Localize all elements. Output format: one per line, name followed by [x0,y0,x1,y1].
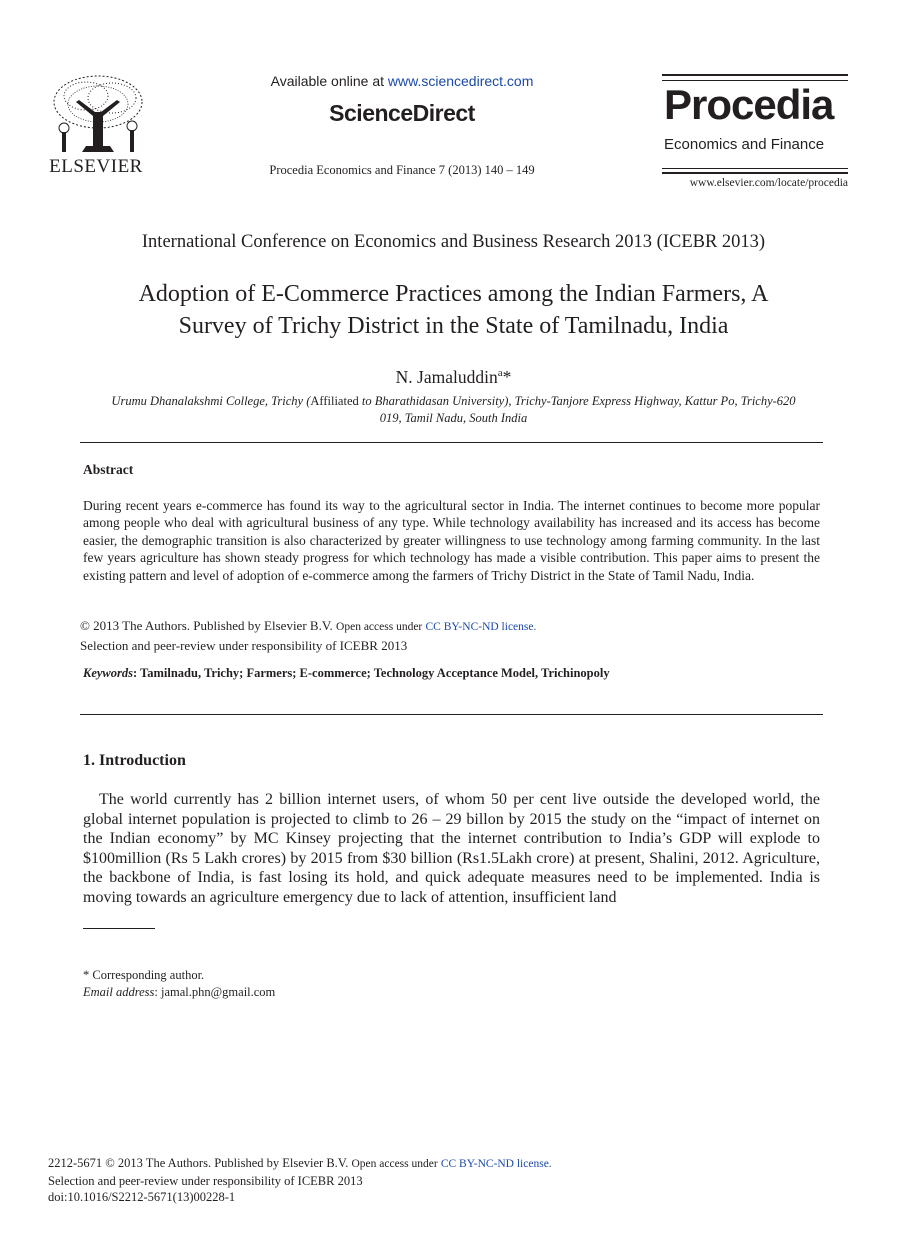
footer-copyright: 2212-5671 © 2013 The Authors. Published by Elsevier B.V. Open access under CC BY-NC-ND license. [48,1156,552,1170]
introduction-body: The world currently has 2 billion internet users, of whom 50 per cent live outside the developed world, the global internet population is projected to climb to 26 – 29 billon by 2015 the study on the “impact of internet on the Indian economy” by MC Kinsey projecting that the internet contribution to India’s GDP will explode to $100million (Rs 5 Lakh crores) by 2015 from $30 billion (Rs1.5Lakh crore) at present, Shalini, 2012. Agriculture, the backbone of India, is fast losing its hold, and quick adequate measures need to be implemented. India is moving towards an agriculture emergency due to lack of attention, insufficient land [83,791,820,906]
affiliation [80,393,827,427]
copyright-notice [80,617,820,654]
license-link[interactable]: CC BY-NC-ND license. [425,621,537,633]
title-line-1: Adoption of E-Commerce Practices among the Indian Farmers, A [138,281,769,307]
tree-icon [46,72,150,158]
footer-doi: doi:10.1016/S2212-5671(13)00228-1 [48,1190,236,1204]
abstract-body: During recent years e-commerce has found its way to the agricultural sector in India. The internet continues to become more popular among people who deal with agricultural business of any type. While technology availability has increased and its access has become easier, the demographic transition is also characterized by greater willingness to use technology among farming community. In the last few years agriculture has shown steady progress for which technology has made a visible contribution. This paper aims to present the existing pattern and level of adoption of e-commerce among the farmers of Trichy District in the State of Tamil Nadu, India. [83,498,820,583]
sciencedirect-link[interactable]: www.sciencedirect.com [387,73,534,89]
procedia-subtitle: Economics and Finance [664,136,825,153]
author-affiliation-mark: a [497,367,503,380]
keywords-value: : Tamilnadu, Trichy; Farmers; E-commerce; Technology Acceptance Model, Trichinopoly [133,666,610,680]
divider [80,442,823,443]
section-heading-introduction: 1. Introduction [83,752,186,769]
procedia-url-link[interactable]: www.elsevier.com/locate/procedia [689,177,848,189]
divider [662,172,848,174]
abstract-heading: Abstract [83,462,134,477]
footer-license-link[interactable]: CC BY-NC-ND license. [440,1158,552,1170]
corresponding-mark: * [502,367,512,387]
author [40,367,867,388]
email-note [83,985,275,1000]
keywords [83,666,823,681]
footer-peer-review: Selection and peer-review under responsibility of ICEBR 2013 [48,1173,363,1188]
procedia-logo [662,74,848,192]
procedia-name: Procedia [664,81,834,128]
copyright-line: © 2013 The Authors. Published by Elsevier B.V. Open access under CC BY-NC-ND license. [80,618,537,633]
conference-name: International Conference on Economics and Business Research 2013 (ICEBR 2013) [141,232,766,252]
divider [80,714,823,715]
footnote-divider [83,928,155,929]
divider [662,168,848,169]
author-name: N. Jamaluddin [395,367,498,387]
affiliation-line-2: 019, Tamil Nadu, South India [379,411,528,425]
title-line-2: Survey of Trichy District in the State of Tamilnadu, India [178,313,729,339]
affiliation-line-1: Urumu Dhanalakshmi College, Trichy (Affiliated to Bharathidasan University), Trichy-Tanjore Express Highway, Kattur Po, Trichy-620 [111,394,796,408]
divider [662,74,848,76]
email-value: : jamal.phn@gmail.com [154,985,276,999]
available-online [232,73,572,89]
email-label: Email address [83,985,155,999]
peer-review-line: Selection and peer-review under responsibility of ICEBR 2013 [80,637,408,653]
corresponding-author-note: * Corresponding author. [83,968,205,982]
elsevier-wordmark: ELSEVIER [49,156,143,177]
keywords-label: Keywords [83,666,133,680]
paper-title [70,278,837,342]
available-online-label: Available online at [270,73,388,89]
page-footer [48,1155,868,1206]
journal-citation: Procedia Economics and Finance 7 (2013) 140 – 149 [269,163,535,177]
sciencedirect-brand: ScienceDirect [329,100,475,126]
